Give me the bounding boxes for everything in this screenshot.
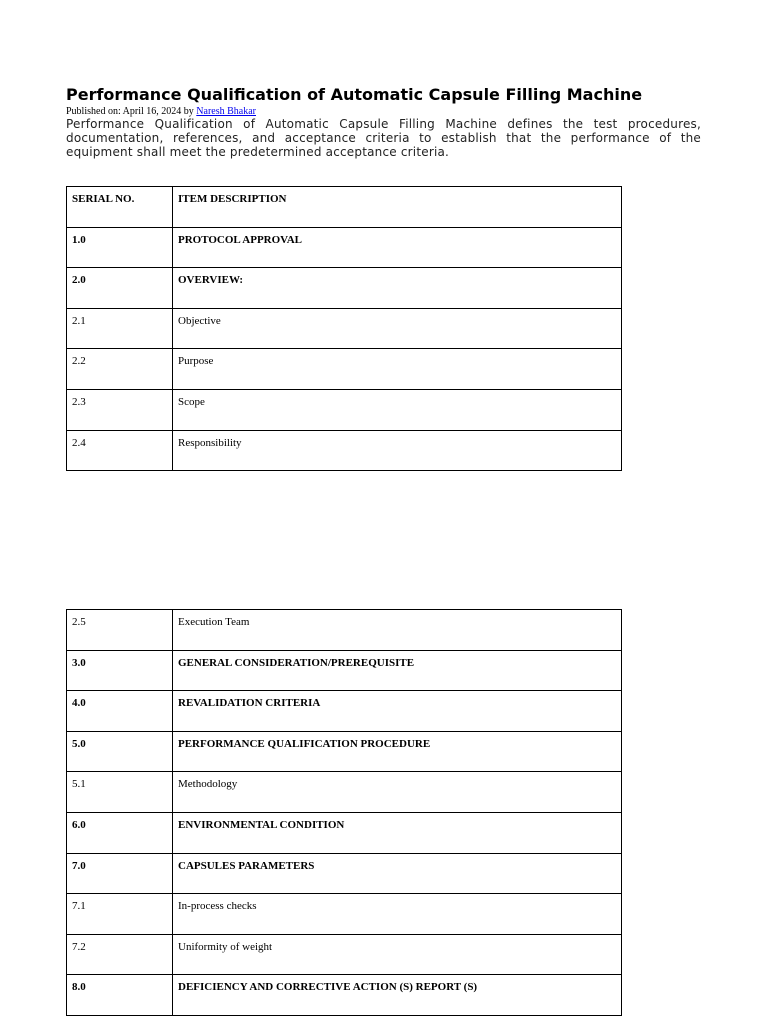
item-cell: Uniformity of weight <box>173 934 622 975</box>
table-row <box>67 812 622 853</box>
item-cell: DEFICIENCY AND CORRECTIVE ACTION (S) REPORT (S) <box>173 975 622 1016</box>
table-row <box>67 349 622 390</box>
serial-cell: 2.2 <box>67 349 173 390</box>
article-title: Performance Qualification of Automatic Capsule Filling Machine <box>66 85 643 104</box>
serial-cell: 7.2 <box>67 934 173 975</box>
contents-table-2 <box>66 609 622 1016</box>
table-row <box>67 934 622 975</box>
item-description-header: ITEM DESCRIPTION <box>173 187 622 228</box>
serial-no-header: SERIAL NO. <box>67 187 173 228</box>
table-row <box>67 268 622 309</box>
serial-cell: 5.0 <box>67 731 173 772</box>
table-row <box>67 430 622 471</box>
item-cell: Purpose <box>173 349 622 390</box>
contents-table-1 <box>66 186 622 471</box>
published-date: Published on: April 16, 2024 by <box>66 106 197 117</box>
item-cell: Objective <box>173 308 622 349</box>
table-row <box>67 731 622 772</box>
item-cell: In-process checks <box>173 894 622 935</box>
serial-cell: 2.4 <box>67 430 173 471</box>
item-cell: PROTOCOL APPROVAL <box>173 227 622 268</box>
serial-cell: 5.1 <box>67 772 173 813</box>
table-row <box>67 691 622 732</box>
item-cell: Scope <box>173 389 622 430</box>
item-cell: Execution Team <box>173 610 622 651</box>
table-row <box>67 227 622 268</box>
serial-cell: 8.0 <box>67 975 173 1016</box>
serial-cell: 2.3 <box>67 389 173 430</box>
item-cell: Methodology <box>173 772 622 813</box>
serial-cell: 2.1 <box>67 308 173 349</box>
item-cell: GENERAL CONSIDERATION/PREREQUISITE <box>173 650 622 691</box>
article-summary: Performance Qualification of Automatic Capsule Filling Machine defines the test procedures, documentation, references, and acceptance criteria to establish that the performance of the equipment shall meet the predetermined acceptance criteria. <box>66 117 701 159</box>
item-cell: PERFORMANCE QUALIFICATION PROCEDURE <box>173 731 622 772</box>
serial-cell: 7.0 <box>67 853 173 894</box>
serial-cell: 2.0 <box>67 268 173 309</box>
item-cell: Responsibility <box>173 430 622 471</box>
item-cell: ENVIRONMENTAL CONDITION <box>173 812 622 853</box>
item-cell: OVERVIEW: <box>173 268 622 309</box>
table-row <box>67 610 622 651</box>
table-header-row <box>67 187 622 228</box>
author-link[interactable]: Naresh Bhakar <box>196 106 256 117</box>
table-row <box>67 308 622 349</box>
serial-cell: 3.0 <box>67 650 173 691</box>
table-row <box>67 894 622 935</box>
serial-cell: 7.1 <box>67 894 173 935</box>
serial-cell: 4.0 <box>67 691 173 732</box>
table-row <box>67 772 622 813</box>
table-row <box>67 975 622 1016</box>
serial-cell: 2.5 <box>67 610 173 651</box>
table-row <box>67 650 622 691</box>
table-row <box>67 853 622 894</box>
serial-cell: 1.0 <box>67 227 173 268</box>
table-row <box>67 389 622 430</box>
item-cell: REVALIDATION CRITERIA <box>173 691 622 732</box>
item-cell: CAPSULES PARAMETERS <box>173 853 622 894</box>
serial-cell: 6.0 <box>67 812 173 853</box>
